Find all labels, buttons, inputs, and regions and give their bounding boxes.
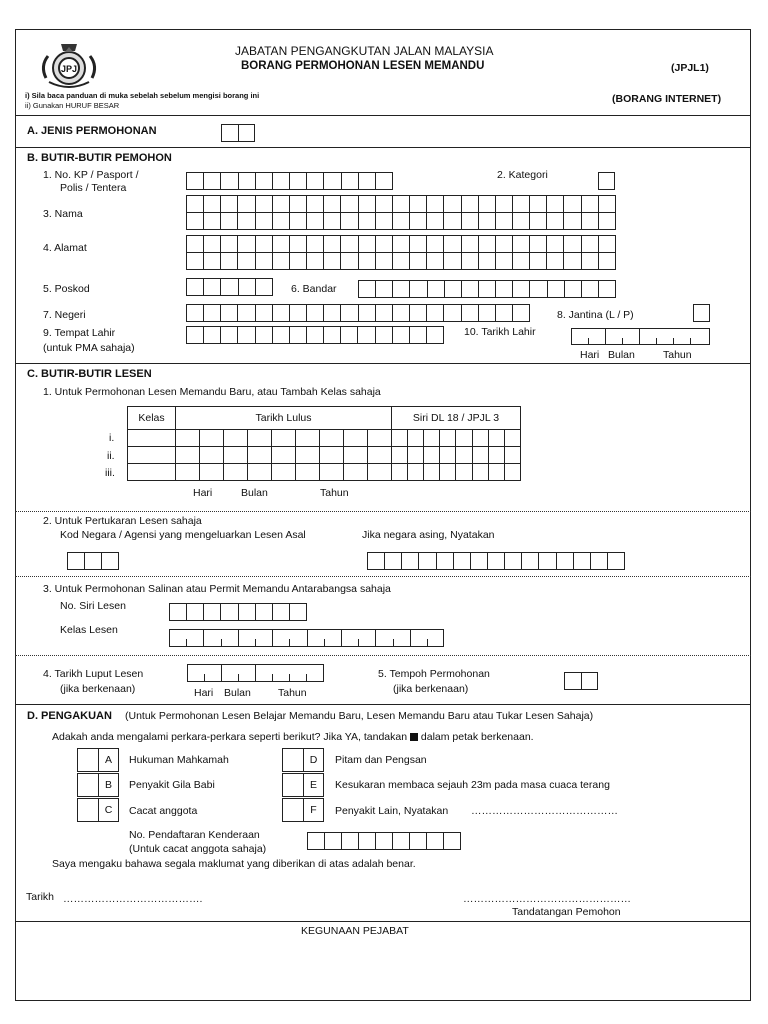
form-type: (BORANG INTERNET)	[612, 93, 722, 105]
item-f-label: Penyakit Lain, Nyatakan	[335, 805, 449, 817]
poskod-field[interactable]	[186, 278, 273, 296]
no-siri-label: No. Siri Lesen	[60, 600, 126, 612]
section-d-note: (Untuk Permohonan Lesen Belajar Memandu Baru, Lesen Memandu Baru atau Tukar Lesen Sahaja)	[125, 710, 594, 722]
no-kenderaan-label: No. Pendaftaran Kenderaan	[129, 829, 260, 841]
kelas-lesen-tick	[393, 639, 394, 646]
kelas-lesen-tick	[358, 639, 359, 646]
checkbox-a[interactable]	[77, 748, 99, 772]
ic-label-2: Polis / Tentera	[60, 182, 127, 194]
tahun-label: Tahun	[278, 687, 307, 699]
hari-label: Hari	[194, 687, 214, 699]
checkbox-d[interactable]	[282, 748, 304, 772]
office-title: KEGUNAAN PEJABAT	[301, 925, 409, 937]
letter-e: E	[304, 773, 324, 797]
instruction-1: i) Sila baca panduan di muka sebelah sebelum mengisi borang ini	[25, 91, 260, 100]
item-e-label: Kesukaran membaca sejauh 23m pada masa cuaca terang	[335, 779, 610, 791]
checkbox-f[interactable]	[282, 798, 304, 822]
kelas-lesen-tick	[324, 639, 325, 646]
kelas-lesen-tick	[307, 629, 308, 647]
item-a-label: Hukuman Mahkamah	[129, 754, 229, 766]
tahun-label: Tahun	[663, 349, 692, 361]
row-label-i: i.	[109, 432, 115, 444]
alamat-label: 4. Alamat	[43, 242, 87, 254]
checkbox-b[interactable]	[77, 773, 99, 797]
nama-label: 3. Nama	[43, 208, 83, 220]
no-kenderaan-field[interactable]	[307, 832, 461, 850]
dotted-divider	[15, 655, 751, 656]
checkbox-c[interactable]	[77, 798, 99, 822]
svg-text:JPJ: JPJ	[60, 64, 78, 74]
dotted-divider	[15, 576, 751, 577]
tempat-lahir-note: (untuk PMA sahaja)	[43, 342, 135, 354]
col-siri: Siri DL 18 / JPJL 3	[392, 407, 521, 430]
divider	[15, 921, 751, 922]
kelas-lesen-tick	[375, 629, 376, 647]
tempat-lahir-label: 9. Tempat Lahir	[43, 327, 116, 339]
tahun-label: Tahun	[320, 487, 349, 499]
table-row[interactable]	[128, 447, 521, 464]
col-kelas: Kelas	[128, 407, 176, 430]
ic-number-field[interactable]	[186, 172, 393, 190]
form-title: BORANG PERMOHONAN LESEN MEMANDU	[241, 60, 485, 72]
no-kenderaan-note: (Untuk cacat anggota sahaja)	[129, 843, 267, 855]
letter-f: F	[304, 798, 324, 822]
divider	[15, 704, 751, 705]
kategori-label: 2. Kategori	[497, 169, 548, 181]
item4-note: (jika berkenaan)	[60, 683, 136, 695]
declaration-text: Saya mengaku bahawa segala maklumat yang diberikan di atas adalah benar.	[52, 858, 416, 870]
negara-asing-label: Jika negara asing, Nyatakan	[362, 529, 495, 541]
bandar-field[interactable]	[358, 280, 616, 298]
item-d-label: Pitam dan Pengsan	[335, 754, 427, 766]
license-class-table	[127, 406, 521, 481]
signature-label: Tandatangan Pemohon	[512, 906, 621, 918]
section-b-title: B. BUTIR-BUTIR PEMOHON	[27, 152, 172, 164]
kelas-lesen-tick	[427, 639, 428, 646]
checkbox-e[interactable]	[282, 773, 304, 797]
hari-label: Hari	[580, 349, 600, 361]
question-text: Adakah anda mengalami perkara-perkara seperti berikut? Jika YA, tandakan dalam petak berkenaan.	[52, 731, 534, 743]
alamat-field-row-2[interactable]	[186, 252, 616, 270]
kategori-field[interactable]	[598, 172, 615, 190]
letter-d: D	[304, 748, 324, 772]
bulan-label: Bulan	[608, 349, 635, 361]
row-label-iii: iii.	[105, 467, 115, 479]
item-f-dots: ……………………………………	[471, 805, 618, 817]
kelas-lesen-tick	[238, 629, 239, 647]
kelas-lesen-tick	[289, 639, 290, 646]
kelas-lesen-tick	[272, 629, 273, 647]
kelas-lesen-label: Kelas Lesen	[60, 624, 118, 636]
jantina-field[interactable]	[693, 304, 710, 322]
table-row[interactable]	[128, 464, 521, 481]
tarikh-lahir-label: 10. Tarikh Lahir	[464, 326, 536, 338]
tempat-lahir-field[interactable]	[186, 326, 444, 344]
item1-label: 1. Untuk Permohonan Lesen Memandu Baru, atau Tambah Kelas sahaja	[43, 386, 381, 398]
kelas-lesen-tick	[203, 629, 204, 647]
kelas-lesen-tick	[255, 639, 256, 646]
item5-label: 5. Tempoh Permohonan	[378, 668, 490, 680]
tarikh-dots[interactable]: ………………………………….	[63, 893, 203, 905]
bandar-label: 6. Bandar	[291, 283, 337, 295]
alamat-field-row-1[interactable]	[186, 235, 616, 253]
negeri-field[interactable]	[186, 304, 530, 322]
divider	[15, 147, 751, 148]
item3-label: 3. Untuk Permohonan Salinan atau Permit Memandu Antarabangsa sahaja	[43, 583, 391, 595]
item5-note: (jika berkenaan)	[393, 683, 469, 695]
form-code: (JPJL1)	[671, 62, 709, 74]
negara-asing-field[interactable]	[367, 552, 625, 570]
row-label-ii: ii.	[107, 450, 115, 462]
item2-label: 2. Untuk Pertukaran Lesen sahaja	[43, 515, 202, 527]
jpj-crest-icon	[34, 38, 104, 94]
divider	[15, 115, 751, 116]
instruction-2: ii) Gunakan HURUF BESAR	[25, 101, 120, 110]
letter-c: C	[99, 798, 119, 822]
kod-negara-field[interactable]	[67, 552, 119, 570]
section-c-title: C. BUTIR-BUTIR LESEN	[27, 368, 152, 380]
table-row[interactable]	[128, 430, 521, 447]
dotted-divider	[15, 511, 751, 512]
letter-b: B	[99, 773, 119, 797]
jenis-permohonan-field[interactable]	[221, 124, 255, 142]
department-name: JABATAN PENGANGKUTAN JALAN MALAYSIA	[235, 44, 494, 58]
tempoh-field[interactable]	[564, 672, 598, 690]
section-a-title: A. JENIS PERMOHONAN	[27, 125, 157, 137]
bulan-label: Bulan	[241, 487, 268, 499]
divider	[15, 363, 751, 364]
no-siri-field[interactable]	[169, 603, 307, 621]
negeri-label: 7. Negeri	[43, 309, 86, 321]
kelas-lesen-tick	[221, 639, 222, 646]
kelas-lesen-tick	[186, 639, 187, 646]
section-d-title: D. PENGAKUAN	[27, 710, 112, 722]
letter-a: A	[99, 748, 119, 772]
kelas-lesen-tick	[410, 629, 411, 647]
jantina-label: 8. Jantina (L / P)	[557, 309, 634, 321]
ic-label: 1. No. KP / Pasport /	[43, 169, 139, 181]
tarikh-label: Tarikh	[26, 891, 55, 903]
hari-label: Hari	[193, 487, 213, 499]
col-tarikh-lulus: Tarikh Lulus	[176, 407, 392, 430]
poskod-label: 5. Poskod	[43, 283, 90, 295]
item4-label: 4. Tarikh Luput Lesen	[43, 668, 144, 680]
item-c-label: Cacat anggota	[129, 805, 198, 817]
nama-field-row-1[interactable]	[186, 195, 616, 213]
nama-field-row-2[interactable]	[186, 212, 616, 230]
kod-negara-label: Kod Negara / Agensi yang mengeluarkan Lesen Asal	[60, 529, 306, 541]
kelas-lesen-tick	[341, 629, 342, 647]
bulan-label: Bulan	[224, 687, 251, 699]
filled-square-icon	[410, 733, 418, 741]
item-b-label: Penyakit Gila Babi	[129, 779, 215, 791]
signature-line[interactable]: …………………………………………	[463, 893, 631, 905]
